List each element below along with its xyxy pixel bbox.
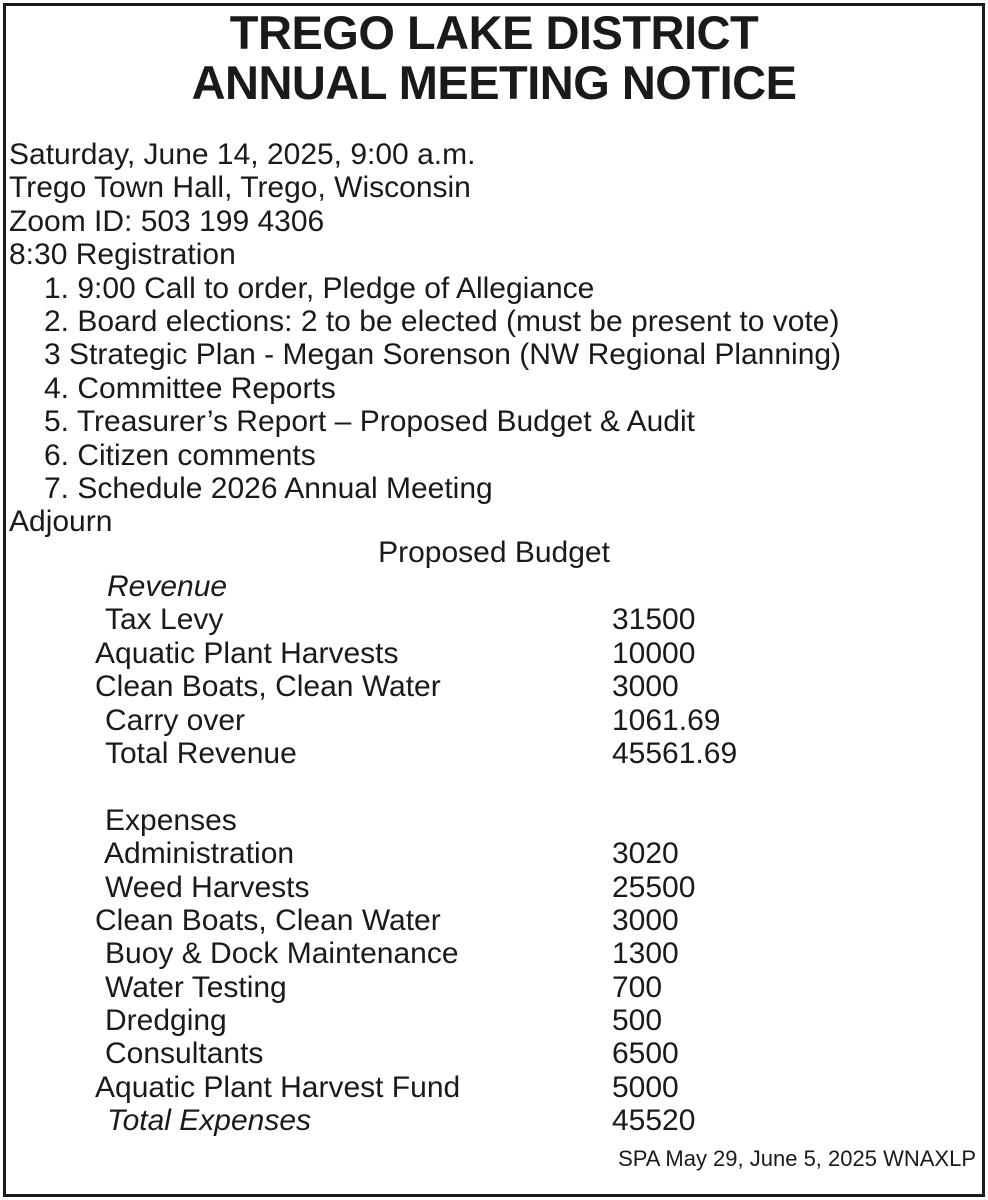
budget-label: Administration [104,837,295,871]
budget-label: Carry over [105,703,246,737]
budget-value: 10000 [612,636,696,670]
budget-row [0,1004,988,1037]
zoom-id: Zoom ID: 503 199 4306 [9,204,325,238]
budget-row [0,704,988,737]
budget-row [0,603,988,636]
agenda-item: 7. Schedule 2026 Annual Meeting [44,471,493,505]
agenda-item: 6. Citizen comments [44,438,316,472]
budget-table [0,570,988,1138]
meeting-location: Trego Town Hall, Trego, Wisconsin [9,171,471,205]
budget-row [0,971,988,1004]
agenda-item: 4. Committee Reports [44,371,336,405]
meeting-date-time: Saturday, June 14, 2025, 9:00 a.m. [9,138,476,171]
total-expenses-label: Total Expenses [107,1104,312,1138]
budget-label: Clean Boats, Clean Water [95,903,441,937]
budget-label: Consultants [105,1037,264,1071]
total-revenue-label: Total Revenue [105,736,297,770]
budget-value: 500 [612,1004,663,1038]
budget-row [0,1071,988,1104]
budget-value: 25500 [612,870,696,904]
expenses-heading: Expenses [105,803,237,837]
total-expenses-value: 45520 [612,1104,696,1138]
adjourn: Adjourn [9,505,113,539]
total-expenses-row [0,1104,988,1137]
budget-value: 1061.69 [612,703,721,737]
budget-row [0,1037,988,1070]
budget-row [0,937,988,970]
budget-row [0,837,988,870]
total-revenue-row [0,737,988,770]
budget-label: Dredging [105,1004,227,1038]
budget-value: 3020 [612,837,679,871]
budget-row [0,904,988,937]
meeting-details [9,138,841,539]
budget-row [0,670,988,703]
budget-value: 31500 [612,603,696,637]
budget-value: 5000 [612,1070,679,1104]
budget-label: Aquatic Plant Harvest Fund [95,1070,461,1104]
budget-value: 6500 [612,1037,679,1071]
revenue-heading: Revenue [107,570,228,603]
budget-value: 1300 [612,937,679,971]
budget-label: Buoy & Dock Maintenance [105,937,459,971]
notice-title-line-2: ANNUAL MEETING NOTICE [191,56,797,109]
agenda-item: 2. Board elections: 2 to be elected (must be present to vote) [44,304,840,338]
registration-time: 8:30 Registration [9,238,236,272]
budget-row [0,637,988,670]
budget-label: Tax Levy [105,603,224,637]
budget-label: Clean Boats, Clean Water [95,670,441,704]
budget-title: Proposed Budget [378,536,610,569]
budget-spacer [0,770,988,803]
budget-value: 3000 [612,903,679,937]
expenses-heading-row [0,804,988,837]
agenda-item: 1. 9:00 Call to order, Pledge of Allegiance [44,271,595,305]
agenda-item: 5. Treasurer’s Report – Proposed Budget & Audit [44,405,695,439]
budget-row [0,871,988,904]
budget-label: Aquatic Plant Harvests [95,636,399,670]
total-revenue-value: 45561.69 [612,736,738,770]
budget-label: Weed Harvests [105,870,310,904]
publication-footer: SPA May 29, June 5, 2025 WNAXLP [618,1146,976,1171]
notice-title-line-1: TREGO LAKE DISTRICT [229,6,759,59]
revenue-heading-row [0,570,988,603]
agenda-item: 3 Strategic Plan - Megan Sorenson (NW Regional Planning) [44,338,842,372]
budget-value: 3000 [612,670,679,704]
budget-value: 700 [612,970,663,1004]
budget-label: Water Testing [105,970,287,1004]
